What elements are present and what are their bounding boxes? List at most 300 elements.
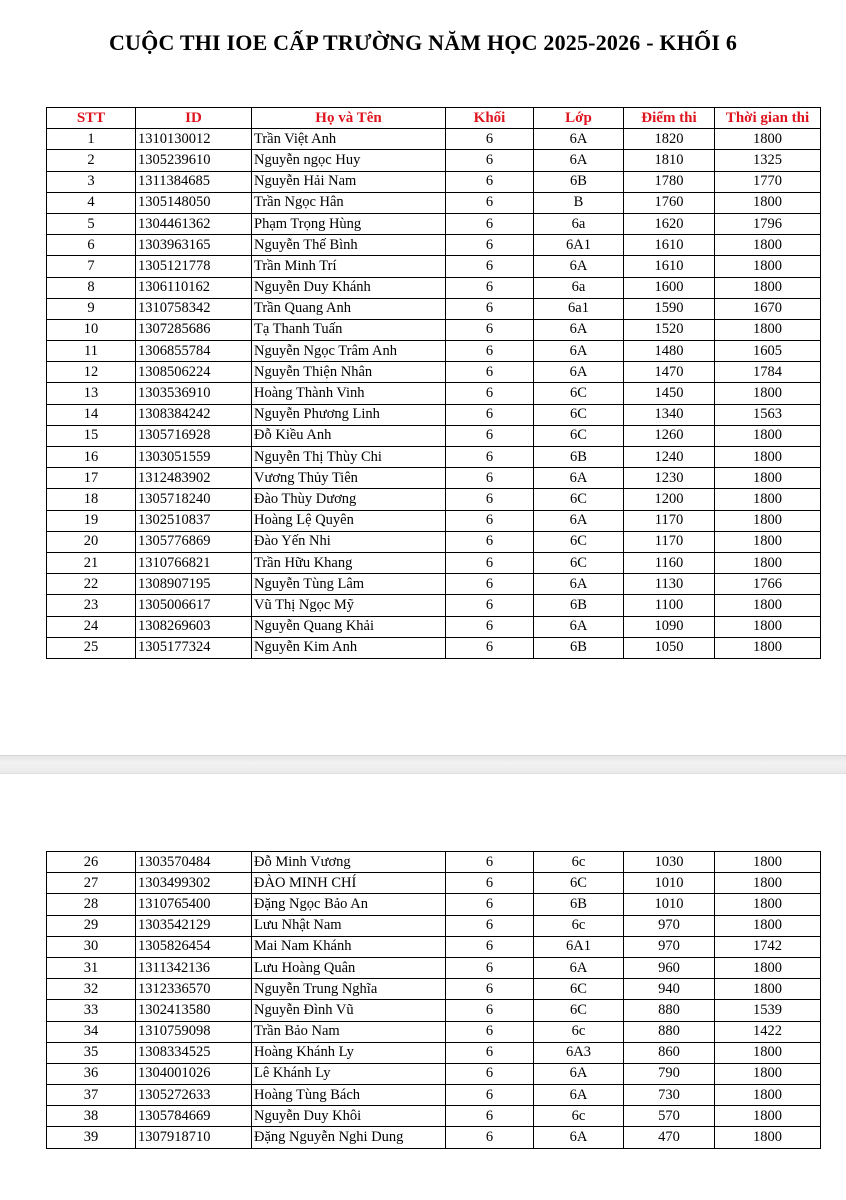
cell-time: 1800: [715, 1085, 821, 1106]
cell-id: 1305121778: [136, 256, 252, 277]
cell-stt: 38: [47, 1106, 136, 1127]
cell-grade: 6: [446, 936, 534, 957]
cell-grade: 6: [446, 1127, 534, 1148]
cell-id: 1308334525: [136, 1042, 252, 1063]
cell-time: 1800: [715, 852, 821, 873]
cell-id: 1305006617: [136, 595, 252, 616]
cell-id: 1308506224: [136, 362, 252, 383]
cell-grade: 6: [446, 277, 534, 298]
table-row: [47, 1127, 821, 1148]
cell-class: 6B: [534, 447, 624, 468]
cell-class: 6c: [534, 1021, 624, 1042]
cell-time: 1800: [715, 235, 821, 256]
cell-score: 1030: [624, 852, 715, 873]
cell-time: 1800: [715, 256, 821, 277]
cell-class: 6A1: [534, 235, 624, 256]
cell-stt: 21: [47, 552, 136, 573]
cell-score: 1450: [624, 383, 715, 404]
cell-stt: 7: [47, 256, 136, 277]
table-row: [47, 468, 821, 489]
cell-stt: 24: [47, 616, 136, 637]
table-row: [47, 1042, 821, 1063]
header-grade: Khối: [446, 108, 534, 129]
cell-grade: 6: [446, 552, 534, 573]
cell-id: 1303542129: [136, 915, 252, 936]
cell-score: 1610: [624, 256, 715, 277]
cell-score: 1610: [624, 235, 715, 256]
cell-time: 1800: [715, 425, 821, 446]
cell-id: 1305776869: [136, 531, 252, 552]
cell-time: 1563: [715, 404, 821, 425]
cell-score: 1170: [624, 510, 715, 531]
cell-name: Vương Thủy Tiên: [252, 468, 446, 489]
cell-class: 6A: [534, 1127, 624, 1148]
cell-id: 1305784669: [136, 1106, 252, 1127]
cell-grade: 6: [446, 425, 534, 446]
table-row: [47, 1106, 821, 1127]
results-table-page-2: [46, 851, 821, 1149]
cell-grade: 6: [446, 468, 534, 489]
cell-class: 6c: [534, 915, 624, 936]
cell-name: Đào Yến Nhi: [252, 531, 446, 552]
cell-time: 1325: [715, 150, 821, 171]
cell-time: 1770: [715, 171, 821, 192]
cell-grade: 6: [446, 362, 534, 383]
cell-name: Nguyễn Hải Nam: [252, 171, 446, 192]
cell-name: Nguyễn Phương Linh: [252, 404, 446, 425]
table-row: [47, 383, 821, 404]
cell-stt: 25: [47, 637, 136, 658]
cell-name: Nguyễn Kim Anh: [252, 637, 446, 658]
cell-time: 1800: [715, 979, 821, 1000]
cell-id: 1307285686: [136, 319, 252, 340]
cell-class: 6C: [534, 531, 624, 552]
cell-stt: 13: [47, 383, 136, 404]
cell-score: 470: [624, 1127, 715, 1148]
cell-time: 1800: [715, 319, 821, 340]
cell-time: 1800: [715, 894, 821, 915]
cell-id: 1304461362: [136, 213, 252, 234]
cell-score: 1810: [624, 150, 715, 171]
cell-id: 1302510837: [136, 510, 252, 531]
cell-stt: 18: [47, 489, 136, 510]
cell-grade: 6: [446, 1021, 534, 1042]
cell-time: 1800: [715, 277, 821, 298]
cell-grade: 6: [446, 298, 534, 319]
cell-stt: 2: [47, 150, 136, 171]
cell-stt: 33: [47, 1000, 136, 1021]
cell-stt: 34: [47, 1021, 136, 1042]
cell-id: 1305716928: [136, 425, 252, 446]
cell-name: Nguyễn Ngọc Trâm Anh: [252, 341, 446, 362]
cell-class: 6A3: [534, 1042, 624, 1063]
cell-class: 6A: [534, 341, 624, 362]
cell-grade: 6: [446, 150, 534, 171]
cell-name: Lưu Hoàng Quân: [252, 957, 446, 978]
cell-id: 1310130012: [136, 129, 252, 150]
cell-time: 1800: [715, 915, 821, 936]
cell-stt: 36: [47, 1063, 136, 1084]
cell-name: Lê Khánh Ly: [252, 1063, 446, 1084]
cell-stt: 15: [47, 425, 136, 446]
cell-id: 1305718240: [136, 489, 252, 510]
header-stt: STT: [47, 108, 136, 129]
cell-score: 880: [624, 1000, 715, 1021]
cell-name: Đỗ Kiều Anh: [252, 425, 446, 446]
cell-stt: 37: [47, 1085, 136, 1106]
cell-score: 940: [624, 979, 715, 1000]
cell-score: 1470: [624, 362, 715, 383]
table-row: [47, 129, 821, 150]
cell-stt: 3: [47, 171, 136, 192]
cell-stt: 10: [47, 319, 136, 340]
cell-stt: 30: [47, 936, 136, 957]
cell-id: 1305148050: [136, 192, 252, 213]
cell-grade: 6: [446, 531, 534, 552]
cell-name: Hoàng Khánh Ly: [252, 1042, 446, 1063]
cell-name: Trần Hữu Khang: [252, 552, 446, 573]
cell-grade: 6: [446, 256, 534, 277]
cell-time: 1800: [715, 616, 821, 637]
cell-id: 1303536910: [136, 383, 252, 404]
cell-id: 1311384685: [136, 171, 252, 192]
cell-class: 6a: [534, 277, 624, 298]
cell-class: 6A: [534, 150, 624, 171]
cell-class: 6A: [534, 574, 624, 595]
cell-id: 1310758342: [136, 298, 252, 319]
cell-class: 6A: [534, 1085, 624, 1106]
cell-id: 1310759098: [136, 1021, 252, 1042]
cell-id: 1308384242: [136, 404, 252, 425]
cell-stt: 9: [47, 298, 136, 319]
cell-score: 1010: [624, 894, 715, 915]
cell-id: 1305826454: [136, 936, 252, 957]
cell-grade: 6: [446, 1000, 534, 1021]
cell-grade: 6: [446, 489, 534, 510]
cell-name: Đỗ Minh Vương: [252, 852, 446, 873]
cell-stt: 35: [47, 1042, 136, 1063]
cell-class: 6A: [534, 510, 624, 531]
table-row: [47, 595, 821, 616]
cell-class: 6A: [534, 468, 624, 489]
cell-name: Nguyễn Thiện Nhân: [252, 362, 446, 383]
cell-grade: 6: [446, 1085, 534, 1106]
cell-name: Nguyễn Quang Khải: [252, 616, 446, 637]
cell-name: ĐÀO MINH CHÍ: [252, 873, 446, 894]
cell-id: 1303570484: [136, 852, 252, 873]
table-row: [47, 447, 821, 468]
cell-stt: 11: [47, 341, 136, 362]
cell-stt: 17: [47, 468, 136, 489]
cell-score: 1230: [624, 468, 715, 489]
cell-grade: 6: [446, 192, 534, 213]
header-name: Họ và Tên: [252, 108, 446, 129]
cell-name: Trần Quang Anh: [252, 298, 446, 319]
cell-stt: 6: [47, 235, 136, 256]
cell-class: 6B: [534, 637, 624, 658]
cell-stt: 5: [47, 213, 136, 234]
cell-id: 1308907195: [136, 574, 252, 595]
table-row: [47, 235, 821, 256]
cell-time: 1742: [715, 936, 821, 957]
cell-score: 1760: [624, 192, 715, 213]
header-id: ID: [136, 108, 252, 129]
table-row: [47, 852, 821, 873]
cell-name: Nguyễn Thị Thùy Chi: [252, 447, 446, 468]
cell-time: 1800: [715, 192, 821, 213]
cell-grade: 6: [446, 213, 534, 234]
cell-score: 1170: [624, 531, 715, 552]
cell-id: 1312483902: [136, 468, 252, 489]
header-score: Điểm thi: [624, 108, 715, 129]
cell-id: 1304001026: [136, 1063, 252, 1084]
cell-grade: 6: [446, 447, 534, 468]
cell-time: 1800: [715, 447, 821, 468]
cell-name: Trần Bảo Nam: [252, 1021, 446, 1042]
cell-class: 6a: [534, 213, 624, 234]
table-row: [47, 404, 821, 425]
cell-stt: 29: [47, 915, 136, 936]
cell-time: 1800: [715, 873, 821, 894]
cell-name: Trần Ngọc Hân: [252, 192, 446, 213]
cell-name: Đặng Nguyễn Nghi Dung: [252, 1127, 446, 1148]
table-row: [47, 616, 821, 637]
cell-stt: 19: [47, 510, 136, 531]
cell-grade: 6: [446, 894, 534, 915]
cell-time: 1800: [715, 129, 821, 150]
cell-score: 1600: [624, 277, 715, 298]
cell-grade: 6: [446, 637, 534, 658]
cell-class: 6A: [534, 957, 624, 978]
cell-score: 970: [624, 936, 715, 957]
table-row: [47, 915, 821, 936]
cell-id: 1305177324: [136, 637, 252, 658]
cell-stt: 22: [47, 574, 136, 595]
table-row: [47, 957, 821, 978]
table-row: [47, 171, 821, 192]
cell-id: 1305272633: [136, 1085, 252, 1106]
page-title: CUỘC THI IOE CẤP TRƯỜNG NĂM HỌC 2025-2026 - KHỐI 6: [108, 30, 738, 55]
cell-score: 1130: [624, 574, 715, 595]
cell-stt: 39: [47, 1127, 136, 1148]
cell-grade: 6: [446, 852, 534, 873]
cell-score: 1620: [624, 213, 715, 234]
cell-id: 1303051559: [136, 447, 252, 468]
cell-name: Nguyễn Duy Khánh: [252, 277, 446, 298]
table-row: [47, 1085, 821, 1106]
cell-score: 1090: [624, 616, 715, 637]
table-row: [47, 1021, 821, 1042]
cell-score: 1160: [624, 552, 715, 573]
cell-grade: 6: [446, 171, 534, 192]
cell-score: 1780: [624, 171, 715, 192]
table-row: [47, 362, 821, 383]
cell-stt: 14: [47, 404, 136, 425]
cell-id: 1312336570: [136, 979, 252, 1000]
cell-stt: 16: [47, 447, 136, 468]
cell-score: 1100: [624, 595, 715, 616]
cell-id: 1306855784: [136, 341, 252, 362]
cell-stt: 8: [47, 277, 136, 298]
cell-score: 1050: [624, 637, 715, 658]
cell-id: 1303963165: [136, 235, 252, 256]
cell-score: 960: [624, 957, 715, 978]
cell-score: 1480: [624, 341, 715, 362]
cell-grade: 6: [446, 129, 534, 150]
cell-class: 6B: [534, 171, 624, 192]
cell-time: 1800: [715, 1106, 821, 1127]
cell-class: 6A: [534, 616, 624, 637]
cell-grade: 6: [446, 957, 534, 978]
cell-score: 790: [624, 1063, 715, 1084]
table-row: [47, 277, 821, 298]
cell-class: 6B: [534, 595, 624, 616]
cell-stt: 31: [47, 957, 136, 978]
cell-name: Tạ Thanh Tuấn: [252, 319, 446, 340]
cell-class: 6A1: [534, 936, 624, 957]
table-row: [47, 341, 821, 362]
cell-stt: 32: [47, 979, 136, 1000]
cell-grade: 6: [446, 1063, 534, 1084]
cell-score: 1520: [624, 319, 715, 340]
table-row: [47, 192, 821, 213]
cell-stt: 26: [47, 852, 136, 873]
cell-class: 6A: [534, 362, 624, 383]
cell-name: Hoàng Lệ Quyên: [252, 510, 446, 531]
cell-name: Nguyễn Duy Khôi: [252, 1106, 446, 1127]
cell-grade: 6: [446, 383, 534, 404]
cell-score: 1240: [624, 447, 715, 468]
cell-name: Nguyễn Đình Vũ: [252, 1000, 446, 1021]
cell-class: 6C: [534, 489, 624, 510]
cell-class: 6C: [534, 552, 624, 573]
cell-time: 1670: [715, 298, 821, 319]
cell-id: 1303499302: [136, 873, 252, 894]
cell-name: Nguyễn ngọc Huy: [252, 150, 446, 171]
cell-time: 1796: [715, 213, 821, 234]
cell-class: 6C: [534, 1000, 624, 1021]
cell-grade: 6: [446, 574, 534, 595]
cell-time: 1800: [715, 383, 821, 404]
cell-score: 1340: [624, 404, 715, 425]
cell-class: 6C: [534, 404, 624, 425]
cell-name: Trần Minh Trí: [252, 256, 446, 277]
table-row: [47, 873, 821, 894]
cell-id: 1302413580: [136, 1000, 252, 1021]
cell-time: 1784: [715, 362, 821, 383]
cell-grade: 6: [446, 235, 534, 256]
table-row: [47, 1063, 821, 1084]
cell-class: 6a1: [534, 298, 624, 319]
cell-class: 6A: [534, 129, 624, 150]
cell-stt: 23: [47, 595, 136, 616]
table-row: [47, 637, 821, 658]
cell-grade: 6: [446, 595, 534, 616]
cell-class: 6C: [534, 383, 624, 404]
table-row: [47, 425, 821, 446]
cell-score: 880: [624, 1021, 715, 1042]
cell-name: Vũ Thị Ngọc Mỹ: [252, 595, 446, 616]
cell-stt: 28: [47, 894, 136, 915]
cell-class: 6c: [534, 852, 624, 873]
cell-name: Nguyễn Trung Nghĩa: [252, 979, 446, 1000]
cell-grade: 6: [446, 979, 534, 1000]
cell-class: 6A: [534, 1063, 624, 1084]
table-row: [47, 1000, 821, 1021]
cell-grade: 6: [446, 915, 534, 936]
cell-time: 1800: [715, 595, 821, 616]
cell-grade: 6: [446, 341, 534, 362]
page-separator: [0, 755, 846, 774]
cell-stt: 20: [47, 531, 136, 552]
cell-class: 6A: [534, 256, 624, 277]
cell-time: 1766: [715, 574, 821, 595]
table-row: [47, 150, 821, 171]
cell-stt: 12: [47, 362, 136, 383]
cell-stt: 27: [47, 873, 136, 894]
cell-id: 1305239610: [136, 150, 252, 171]
cell-class: 6B: [534, 894, 624, 915]
cell-stt: 1: [47, 129, 136, 150]
cell-id: 1310765400: [136, 894, 252, 915]
cell-time: 1539: [715, 1000, 821, 1021]
cell-time: 1800: [715, 468, 821, 489]
cell-class: 6C: [534, 979, 624, 1000]
results-table-page-1: [46, 107, 821, 659]
cell-score: 1200: [624, 489, 715, 510]
cell-stt: 4: [47, 192, 136, 213]
table-row: [47, 979, 821, 1000]
cell-time: 1800: [715, 552, 821, 573]
table-row: [47, 936, 821, 957]
cell-score: 1010: [624, 873, 715, 894]
cell-name: Trần Việt Anh: [252, 129, 446, 150]
cell-id: 1307918710: [136, 1127, 252, 1148]
table-row: [47, 213, 821, 234]
cell-grade: 6: [446, 1106, 534, 1127]
cell-time: 1800: [715, 1063, 821, 1084]
cell-name: Phạm Trọng Hùng: [252, 213, 446, 234]
cell-time: 1800: [715, 1042, 821, 1063]
cell-class: 6c: [534, 1106, 624, 1127]
table-row: [47, 552, 821, 573]
cell-time: 1800: [715, 510, 821, 531]
header-time: Thời gian thi: [715, 108, 821, 129]
table-row: [47, 510, 821, 531]
cell-score: 970: [624, 915, 715, 936]
cell-grade: 6: [446, 404, 534, 425]
cell-name: Nguyễn Tùng Lâm: [252, 574, 446, 595]
table-row: [47, 574, 821, 595]
cell-score: 1590: [624, 298, 715, 319]
cell-class: B: [534, 192, 624, 213]
table-header-row: [47, 108, 821, 129]
cell-grade: 6: [446, 510, 534, 531]
table-row: [47, 319, 821, 340]
cell-time: 1800: [715, 957, 821, 978]
cell-name: Mai Nam Khánh: [252, 936, 446, 957]
cell-name: Hoàng Thành Vinh: [252, 383, 446, 404]
cell-time: 1800: [715, 489, 821, 510]
cell-grade: 6: [446, 319, 534, 340]
cell-id: 1310766821: [136, 552, 252, 573]
cell-name: Đào Thùy Dương: [252, 489, 446, 510]
cell-time: 1800: [715, 637, 821, 658]
cell-time: 1605: [715, 341, 821, 362]
table-row: [47, 894, 821, 915]
table-row: [47, 298, 821, 319]
cell-time: 1800: [715, 1127, 821, 1148]
